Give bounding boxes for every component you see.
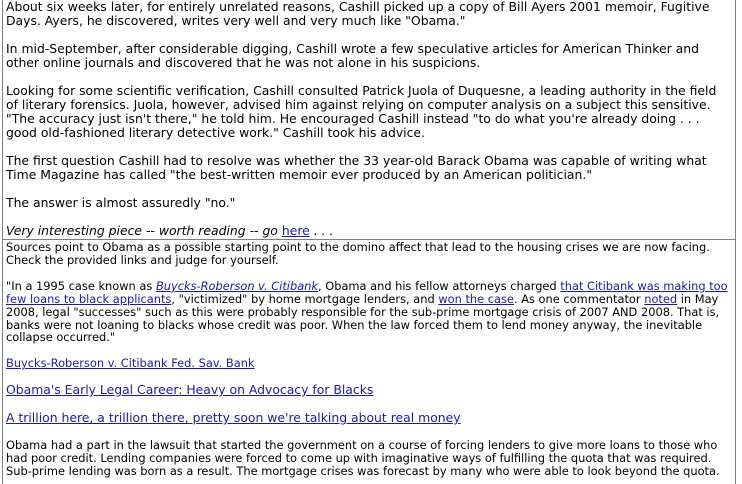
intro-paragraph: Sources point to Obama as a possible starting point to the domino affect that lead to the housing crises we are now facing. Check the provided links and judge for yourself. (6, 240, 710, 267)
buycks-roberson-link[interactable]: Buycks-Roberson v. Citibank Fed. Sav. Bank (6, 356, 255, 371)
teaser-text: Very interesting piece -- worth reading -- go (6, 223, 282, 238)
case-link[interactable]: Buycks-Roberson v. Citibank (155, 278, 318, 293)
early-legal-career-link[interactable]: Obama's Early Legal Career: Heavy on Advocacy for Blacks (6, 382, 374, 398)
teaser-line (6, 224, 732, 238)
quote-paragraph (6, 280, 732, 345)
won-the-case-link[interactable]: won the case (438, 291, 514, 306)
closing-paragraph: Obama had a part in the lawsuit that started the government on a course of forcing lenders to give more loans to those who had poor credit. Lending companies were forced to come up with imaginative ways of fulfilling the quota that was required. Sub-prime lending was born as a result. The mortgage crises was forecast by many who were able to look beyond the quota. (6, 438, 720, 479)
citibank-loans-link[interactable]: that Citibank was making too few loans to black applicants (6, 278, 728, 306)
quote-text-1: "In a 1995 case known as (6, 278, 156, 293)
teaser-ellipsis: . . . (309, 223, 334, 238)
here-link[interactable]: here (281, 223, 310, 238)
post-body (6, 241, 732, 478)
paragraph-mid-september: In mid-September, after considerable digging, Cashill wrote a few speculative articles for American Thinker and other online journals and discovered that he was not alone in his suspicions. (6, 41, 699, 70)
quote-text-2: , Obama and his fellow attorneys charged (318, 278, 561, 293)
article-excerpt (6, 0, 732, 238)
paragraph-first-question: The first question Cashill had to resolve was whether the 33 year-old Barack Obama was capable of writing what Time Magazine has called "the best-written memoir ever produced by an American politician." (6, 153, 707, 182)
trillion-link[interactable]: A trillion here, a trillion there, pretty soon we're talking about real money (6, 410, 461, 426)
noted-link[interactable]: noted (644, 291, 678, 306)
quote-text-4: . As one commentator (513, 291, 645, 306)
quote-text-5: in May 2008, legal "successes" such as this were probably responsible for the sub-prime mortgage crisis of 2007 AND 2008. That is, banks were not loaning to blacks whose credit was poor. When the law forced them to lend money anyway, the inevitable collapse occurred." (6, 291, 720, 345)
paragraph-juola: Looking for some scientific verification, Cashill consulted Patrick Juola of Duquesne, a leading authority in the field of literary forensics. Juola, however, advised him against relying on computer analysis on a subject this sensitive. "The accuracy just isn't there," he told him. He encouraged Cashill instead "to do what you're already doing . . . good old-fashioned literary detective work." Cashill took his advice. (6, 83, 717, 140)
paragraph-fugitive-days: About six weeks later, for entirely unrelated reasons, Cashill picked up a copy of Bill Ayers 2001 memoir, Fugitive Days. Ayers, he discovered, writes very well and very much like "Obama." (6, 0, 710, 28)
quote-text-3: , "victimized" by home mortgage lenders, and (171, 291, 439, 306)
paragraph-answer: The answer is almost assuredly "no." (6, 195, 236, 210)
